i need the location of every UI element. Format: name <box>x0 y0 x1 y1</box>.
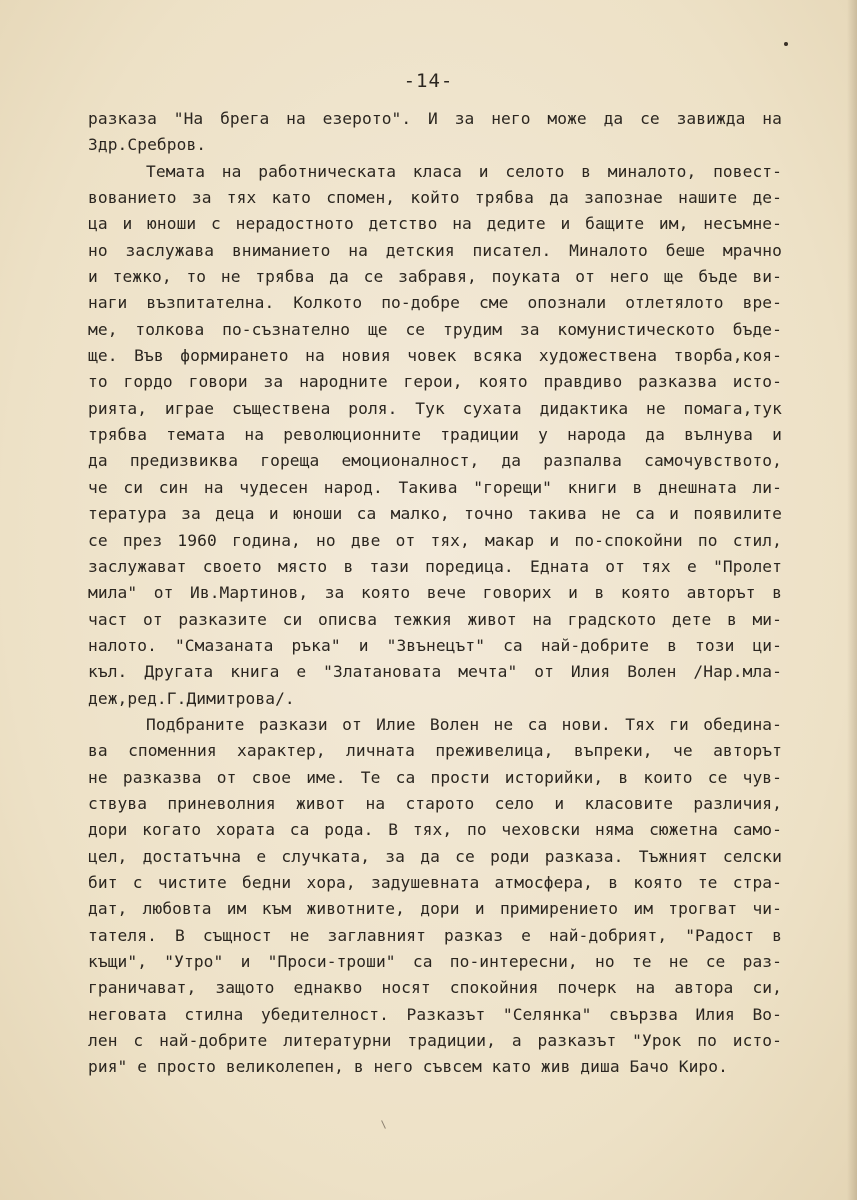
text-line: ца и юноши с нерадостното детство на дедите и бащите им, несъмне- <box>88 214 782 234</box>
text-line: неговата стилна убедителност. Разказът "Селянка" свързва Илия Во- <box>88 1004 782 1024</box>
text-line: граничават, защото еднакво носят спокойния почерк на автора си, <box>88 978 782 998</box>
text-line: се през 1960 година, но две от тях, макар и по-спокойни по стил, <box>88 530 782 550</box>
text-line: наги възпитателна. Колкото по-добре сме опознали отлетялото вре- <box>88 293 782 313</box>
paragraph <box>88 159 782 712</box>
text-line: Подбраните разкази от Илие Волен не са нови. Тях ги обедина- <box>146 714 782 734</box>
text-line: разказа "На брега на езерото". И за него може да се завижда на <box>88 109 782 128</box>
text-line: ва споменния характер, личната преживелица, въпреки, че авторът <box>88 741 782 761</box>
text-line: бит с чистите бедни хора, задушевната атмосфера, в която те стра- <box>88 872 782 892</box>
text-line: мила" от Ив.Мартинов, за която вече говорих и в която авторът в <box>88 583 782 603</box>
text-line: къщи", "Утро" и "Проси-троши" са по-интересни, но те не се раз- <box>88 952 782 971</box>
paragraph <box>88 106 782 159</box>
page-number: -14- <box>403 70 454 92</box>
text-line: цел, достатъчна е случката, за да се роди разказа. Тъжният селски <box>88 846 782 866</box>
text-line: деж,ред.Г.Димитрова/. <box>88 688 295 708</box>
text-line: заслужават своето място в тази поредица. Едната от тях е "Пролет <box>88 556 782 576</box>
text-line: рия" е просто великолепен, в него съвсем като жив диша Бачо Киро. <box>88 1057 728 1077</box>
body-text <box>88 106 782 1081</box>
text-line: то гордо говори за народните герои, която правдиво разказва исто- <box>88 372 782 392</box>
ink-speck <box>784 42 788 46</box>
text-line: налото. "Смазаната ръка" и "Звънецът" са най-добрите в този ци- <box>88 635 782 655</box>
text-line: тателя. В същност не заглавният разказ е най-добрият, "Радост в <box>88 925 782 945</box>
text-line: част от разказите си описва тежкия живот на градското дете в ми- <box>88 609 782 629</box>
text-line: къл. Другата книга е "Златановата мечта" от Илия Волен /Нар.мла- <box>88 662 782 682</box>
text-line: и тежко, то не трябва да се забравя, поуката от него ще бъде ви- <box>88 267 782 287</box>
text-line: рията, играе съществена роля. Тук сухата дидактика не помага,тук <box>88 398 782 418</box>
text-line: че си син на чудесен народ. Такива "горещи" книги в днешната ли- <box>88 477 782 497</box>
text-line: лен с най-добрите литературни традиции, а разказът "Урок по исто- <box>88 1031 782 1051</box>
paragraph <box>88 712 782 1081</box>
text-line: дори когато хората са рода. В тях, по чеховски няма сюжетна само- <box>88 820 782 840</box>
text-line: да предизвиква гореща емоционалност, да разпалва самочувството, <box>88 451 782 471</box>
text-line: трябва темата на революционните традиции у народа да вълнува и <box>88 425 782 445</box>
text-line: не разказва от свое име. Те са прости историйки, в които се чув- <box>88 767 782 787</box>
text-line: Здр.Сребров. <box>88 135 207 155</box>
text-line: но заслужава вниманието на детския писател. Миналото беше мрачно <box>88 240 782 260</box>
text-line: ме, толкова по-съзнателно ще се трудим за комунистическото бъде- <box>88 319 782 339</box>
paper-mark <box>381 1120 386 1129</box>
text-line: дат, любовта им към животните, дори и примирението им трогват чи- <box>88 899 782 919</box>
page-edge-shadow <box>847 0 857 1200</box>
text-line: ще. Във формирането на новия човек всяка художествена творба,коя- <box>88 346 782 366</box>
text-line: ствува приневолния живот на старото село и класовите различия, <box>88 793 782 813</box>
text-line: Темата на работническата класа и селото в миналото, повест- <box>146 161 782 181</box>
text-line: вованието за тях като спомен, който трябва да запознае нашите де- <box>88 188 782 208</box>
text-line: тература за деца и юноши са малко, точно такива не са и появилите <box>88 504 782 524</box>
